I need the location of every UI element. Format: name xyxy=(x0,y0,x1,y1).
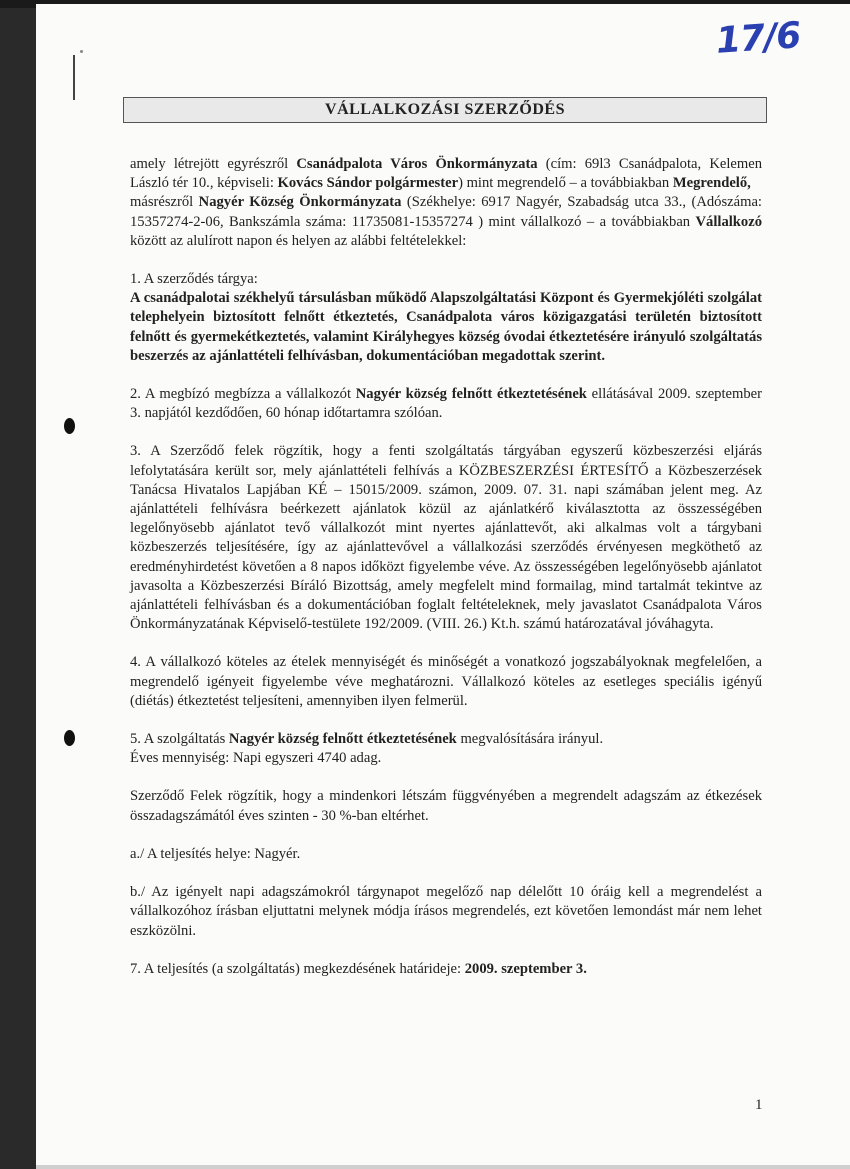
section-1-heading: 1. A szerződés tárgya: xyxy=(130,271,258,288)
document-title: VÁLLALKOZÁSI SZERZŐDÉS xyxy=(325,101,565,118)
section-1-body: A csanádpalotai székhelyű társulásban működő Alapszolgáltatási Központ és Gyermekjóléti szolgálat telephelyein biztosított felnőtt étkeztetés, Csanádpalota város közigazgatási területén biztosított felnőtt és gyermekétkeztetés, valamint Királyhegyes község óvodai étkeztetésére irányuló szolgáltatás beszerzés az ajánlattételi felhívásban, dokumentációban megadottak szerint. xyxy=(130,290,762,364)
handwritten-note: 17/6 xyxy=(714,15,802,62)
section-2: 2. A megbízó megbízza a vállalkozót Nagyér község felnőtt étkeztetésének ellátásával 2009. szeptember 3. napjától kezdődően, 60 hónap időtartamra szólóan. xyxy=(130,386,762,422)
punch-hole-upper xyxy=(64,418,75,434)
intro-paragraph: amely létrejött egyrészről Csanádpalota Város Önkormányzata (cím: 69l3 Csanádpalota, Kelemen László tér 10., képviseli: Kovács Sándor polgármester) mint megrendelő – a továbbiakban Megrendelő, másrészről Nagyér Község Önkormányzata (Székhelye: 6917 Nagyér, Szabadság utca 33., (Adószáma: 15357274-2-06, Bankszámla száma: 11735081-15357274 ) mint vállalkozó – a továbbiakban Vállalkozó között az alulírott napon és helyen az alábbi feltételekkel: xyxy=(130,156,763,249)
margin-pen-mark xyxy=(73,55,75,100)
ordering-clause: b./ Az igényelt napi adagszámokról tárgynapot megelőző nap délelőtt 10 óráig kell a megrendelést a vállalkozóhoz írásban eljuttatni melynek módja írásos megrendelés, ezt követően lemondást már nem lehet eszközölni. xyxy=(130,884,762,939)
punch-hole-lower xyxy=(64,730,75,746)
page-number: 1 xyxy=(755,1097,763,1113)
margin-dot xyxy=(80,50,83,53)
parties-clause: Szerződő Felek rögzítik, hogy a mindenkori létszám függvényében a megrendelt adagszám az étkezések összadagszámától éves szinten - 30 %-ban eltérhet. xyxy=(130,788,762,824)
section-7: 7. A teljesítés (a szolgáltatás) megkezdésének határideje: 2009. szeptember 3. xyxy=(130,960,587,977)
section-3: 3. A Szerződő felek rögzítik, hogy a fenti szolgáltatás tárgyában egyszerű közbeszerzési eljárás lefolytatására került sor, mely ajánlattételi felhívás a KÖZBESZERZÉSI ÉRTESÍTŐ a Közbeszerzések Tanácsa Hivatalos Lapjában KÉ – 15015/2009. számon, 2009. 07. 31. napi számában jelent meg. Az ajánlattételi felhívásra beérkezett ajánlatok közül az ajánlatkérő kiválasztotta az összességében legelőnyösebb ajánlatot tevő vállalkozót mint nyertes ajánlattevőt, aki alkalmas volt a tárgybani közbeszerzés teljesítésére, így az ajánlattevővel a vállalkozási szerződés érvényesen megköthető az eredményhirdetést követően a 8 napos időközt figyelembe véve. Az összességében legelőnyösebb ajánlatot javasolta a Közbeszerzési Bíráló Bizottság, amely megfelelt mind formailag, mind tartalmát tekintve az ajánlattételi felhívásban és a dokumentációban foglalt feltételeknek, mely javaslatot Csanádpalota Város Önkormányzatának Képviselő-testülete 192/2009. (VIII. 26.) Kt.h. számú határozatával jóváhagyta. xyxy=(130,443,762,633)
scan-bottom-edge xyxy=(36,1165,850,1169)
section-5: 5. A szolgáltatás Nagyér község felnőtt étkeztetésének megvalósítására irányul. xyxy=(130,731,604,748)
place-of-performance: a./ A teljesítés helye: Nagyér. xyxy=(130,845,301,862)
document-body xyxy=(130,155,762,979)
section-4: 4. A vállalkozó köteles az ételek mennyiségét és minőségét a vonatkozó jogszabályoknak megfelelően, a megrendelő igényeit figyelembe véve meghatározni. Vállalkozó köteles az esetleges speciális igényű (diétás) étkeztetést teljesíteni, amennyiben ilyen felmerül. xyxy=(130,654,762,709)
title-box xyxy=(123,97,767,123)
annual-quantity: Éves mennyiség: Napi egyszeri 4740 adag. xyxy=(130,750,382,767)
